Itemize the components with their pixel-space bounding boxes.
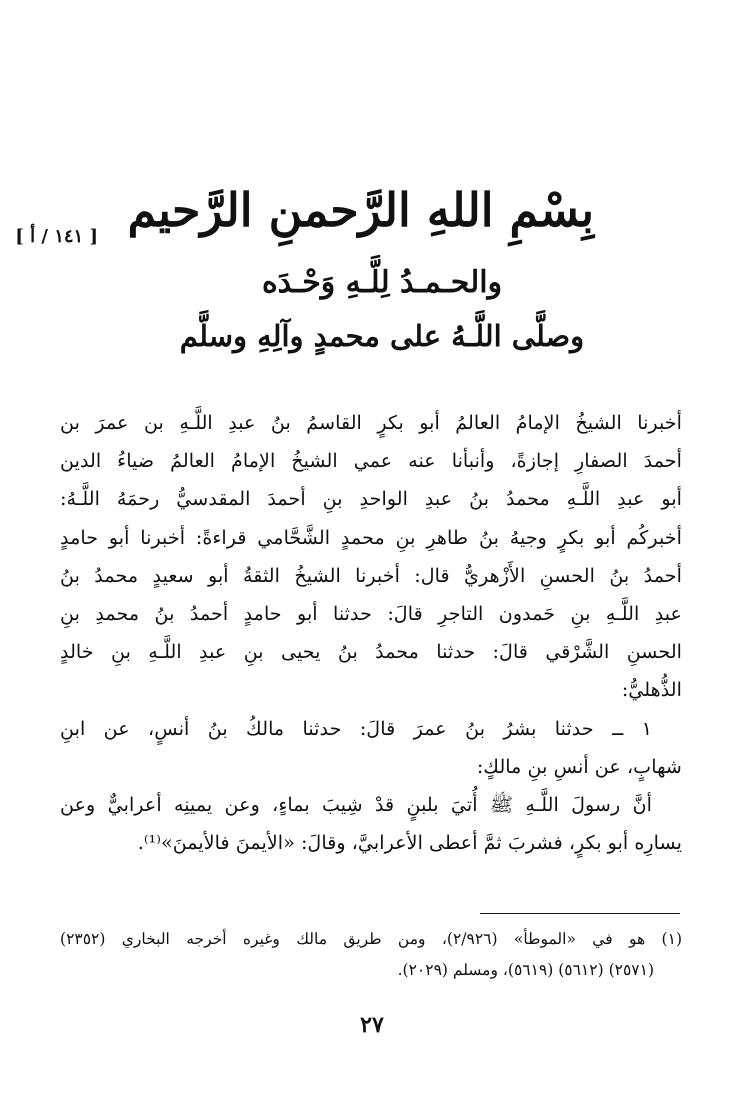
text-line: أحمدُ بنُ الحسنِ الأَزْهريُّ قال: أخبرنا الشيخُ الثقةُ أبو سعيدٍ محمدُ بنُ xyxy=(60,563,682,587)
hadith-number-line: ١ ــ حدثنا بشرُ بنُ عمرَ قالَ: حدثنا مالكُ بنُ أنسٍ، عن ابنِ xyxy=(60,716,652,740)
text-line: أخبرنا الشيخُ الإمامُ العالمُ أبو بكرٍ القاسمُ بنُ عبدِ اللَّـهِ بن عمرَ بن xyxy=(60,411,682,434)
hadith-text-line: يسارِه أبو بكرٍ، فشربَ ثمَّ أعطى الأعرابيَّ، وقالَ: «الأيمنَ فالأيمنَ»⁽¹⁾. xyxy=(137,831,682,855)
basmala-heading: بِسْمِ اللهِ الرَّحمنِ الرَّحيم xyxy=(127,183,594,237)
text-line: شهابٍ، عن أنسِ بنِ مالكٍ: xyxy=(476,754,682,778)
text-line: أبو عبدِ اللَّـهِ محمدُ بنُ عبدِ الواحدِ بنِ أحمدَ المقدسيُّ رحمَهُ اللَّـهُ: xyxy=(60,487,682,511)
hamd-heading: والحـمـدُ لِلَّـهِ وَحْـدَه xyxy=(261,265,503,300)
margin-folio-reference: [ ١٤١ / أ ] xyxy=(15,226,98,247)
text-line: أخبركُم أبو بكرٍ وجيهُ بنُ طاهرِ بنِ محمدٍ الشَّحَّامي قراءةً: أخبرنا أبو حامدٍ xyxy=(60,525,682,549)
text-line: الذُّهليُّ: xyxy=(621,678,682,702)
footnote-line: (١) هو في «الموطأ» (٢/٩٢٦)، ومن طريق مالك وغيره أخرجه البخاري (٢٣٥٢) xyxy=(60,930,682,948)
main-text xyxy=(60,404,682,862)
page-number: ٢٧ xyxy=(360,1012,384,1038)
footnote-line: (٢٥٧١) (٥٦١٢) (٥٦١٩)، ومسلم (٢٠٢٩). xyxy=(397,961,654,979)
salawat-heading: وصلَّى اللَّـهُ على محمدٍ وآلِهِ وسلَّم xyxy=(179,319,585,353)
footnote-divider xyxy=(480,913,680,914)
footnotes xyxy=(60,924,682,986)
text-line: عبدِ اللَّـهِ بنِ حَمدون التاجرِ قالَ: حدثنا أبو حامدٍ أحمدُ بنُ محمدِ بنِ xyxy=(60,601,682,625)
text-line: أحمدَ الصفارِ إجازةً، وأنبأنا عنه عمي الشيخُ الإمامُ العالمُ ضياءُ الدين xyxy=(60,449,682,473)
hadith-text-line: أنَّ رسولَ اللَّـهِ ﷺ أُتيَ بلبنٍ قدْ شِيبَ بماءٍ، وعن يمينِه أعرابيٌّ وعن xyxy=(60,792,652,816)
text-line: الحسنِ الشَّرْقي قالَ: حدثنا محمدُ بنُ يحيى بنِ عبدِ اللَّـهِ بنِ خالدٍ xyxy=(60,640,682,664)
